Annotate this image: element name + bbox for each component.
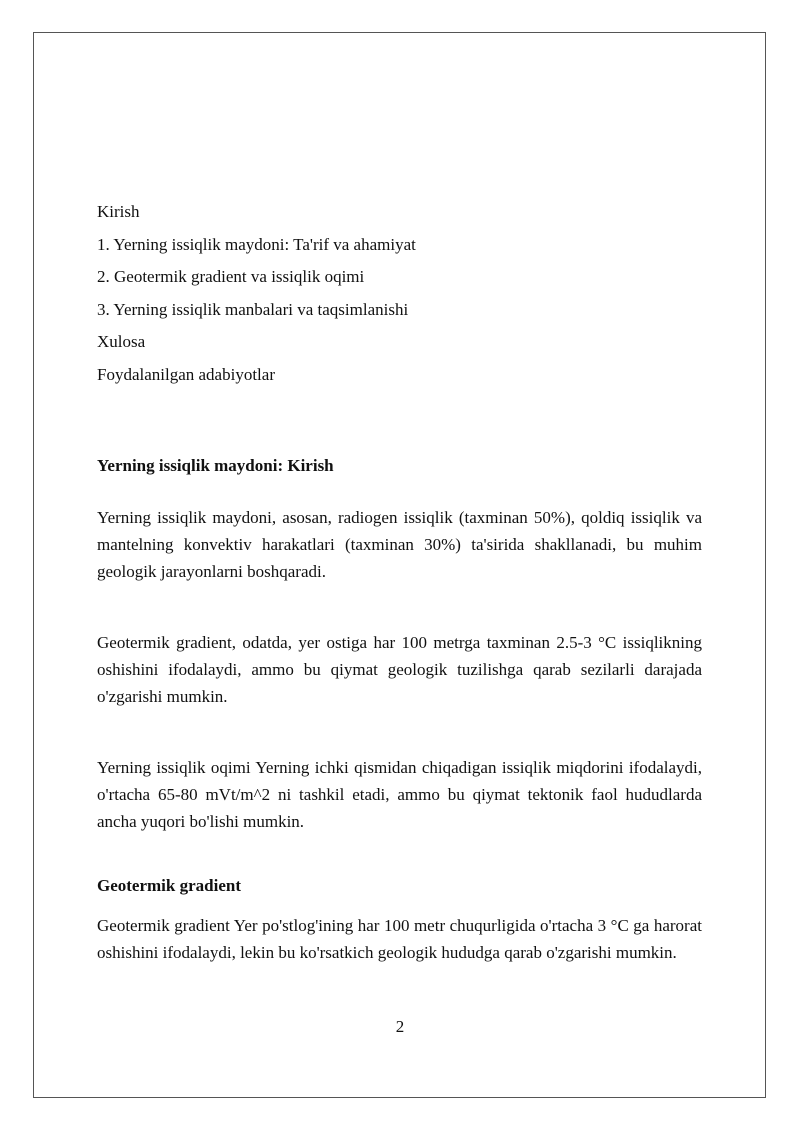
paragraph-geothermal-gradient: Geotermik gradient, odatda, yer ostiga har 100 metrga taxminan 2.5-3 °C issiqlikning oshishini ifodalaydi, ammo bu qiymat geologik tuzilishga qarab sezilarli darajada o'zgarishi mumkin. — [97, 632, 702, 706]
paragraph-gradient-detail: Geotermik gradient Yer po'stlog'ining har 100 metr chuqurligida o'rtacha 3 °C ga harorat oshishini ifodalaydi, lekin bu ko'rsatkich geologik hududga qarab o'zgarishi mumkin. — [97, 915, 702, 962]
toc-item-introduction: Kirish — [97, 202, 140, 221]
section-heading-geothermal-gradient: Geotermik gradient — [97, 875, 241, 895]
toc-item-chapter-3: 3. Yerning issiqlik manbalari va taqsimlanishi — [97, 299, 409, 319]
section-heading-introduction: Yerning issiqlik maydoni: Kirish — [97, 455, 334, 475]
page-number: 2 — [395, 1017, 405, 1036]
toc-item-chapter-1: 1. Yerning issiqlik maydoni: Ta'rif va ahamiyat — [97, 234, 416, 254]
toc-item-references: Foydalanilgan adabiyotlar — [97, 364, 275, 384]
table-of-contents — [97, 198, 702, 388]
toc-item-conclusion: Xulosa — [97, 332, 146, 351]
paragraph-heat-flow: Yerning issiqlik oqimi Yerning ichki qismidan chiqadigan issiqlik miqdorini ifodalaydi, o'rtacha 65-80 mVt/m^2 ni tashkil etadi, ammo bu qiymat tektonik faol hududlarda ancha yuqori bo'lishi mumkin. — [97, 757, 702, 831]
paragraph-heat-field: Yerning issiqlik maydoni, asosan, radiogen issiqlik (taxminan 50%), qoldiq issiqlik va mantelning konvektiv harakatlari (taxminan 30%) ta'sirida shakllanadi, bu muhim geologik jarayonlarni boshqaradi. — [97, 507, 702, 581]
toc-item-chapter-2: 2. Geotermik gradient va issiqlik oqimi — [97, 267, 365, 286]
document-body — [97, 198, 702, 966]
